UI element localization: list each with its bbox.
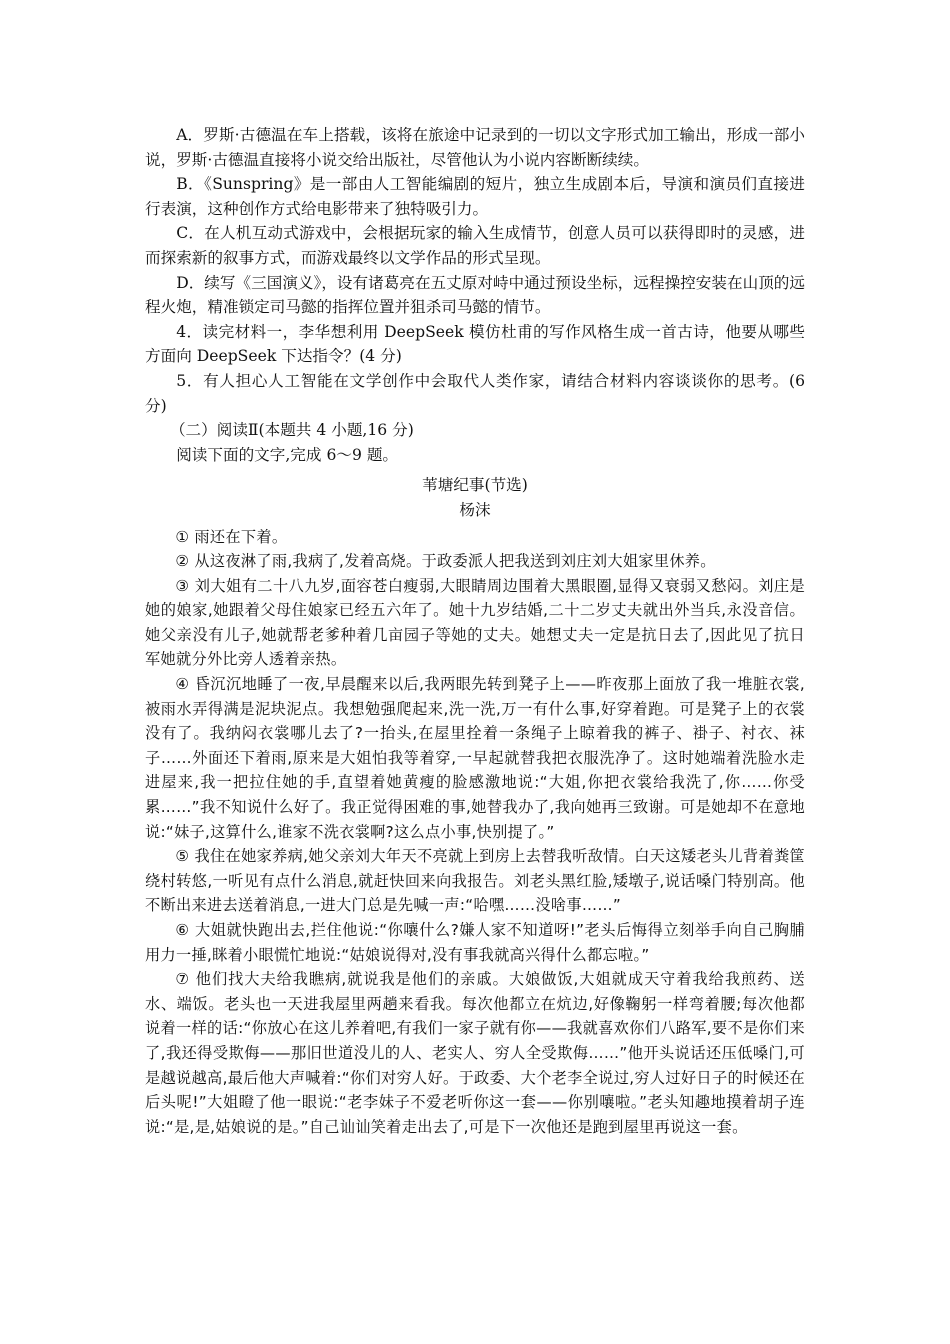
- story-paragraph-5: ⑤ 我住在她家养病,她父亲刘大年天不亮就上到房上去替我听敌情。白天这矮老头儿背着粪筐绕村转悠,一听见有点什么消息,就赶快回来向我报告。刘老头黑红脸,矮墩子,说话嗓门特别高。他不断出来进去送着消息,一进大门总是先喊一声:“哈嘿……没啥事……”: [145, 847, 805, 915]
- story-passage: [145, 473, 805, 1139]
- story-title: 苇塘纪事(节选): [422, 476, 528, 495]
- option-c: C．在人机互动式游戏中，会根据玩家的输入生成情节，创意人员可以获得即时的灵感，进而探索新的叙事方式，而游戏最终以文学作品的形式呈现。: [145, 224, 805, 267]
- story-author: 杨沫: [459, 500, 491, 519]
- document-page: [145, 123, 805, 1139]
- story-paragraph-2: ② 从这夜淋了雨,我病了,发着高烧。于政委派人把我送到刘庄刘大姐家里休养。: [175, 552, 716, 571]
- question-4: 4．读完材料一，李华想利用 DeepSeek 模仿杜甫的写作风格生成一首古诗，他要从哪些方面向 DeepSeek 下达指令？(4 分): [145, 322, 805, 366]
- story-paragraph-4: ④ 昏沉沉地睡了一夜,早晨醒来以后,我两眼先转到凳子上——昨夜那上面放了我一堆脏衣裳,被雨水弄得满是泥块泥点。我想勉强爬起来,洗一洗,万一有什么事,好穿着跑。可是凳子上的衣裳没有了。我纳闷衣裳哪儿去了?一抬头,在屋里拴着一条绳子上晾着我的裤子、褂子、衬衣、袜子……外面还下着雨,原来是大姐怕我等着穿,一早起就替我把衣服洗净了。这时她端着洗脸水走进屋来,我一把拉住她的手,直望着她黄瘦的脸感激地说:“大姐,你把衣裳给我洗了,你……你受累……”我不知说什么好了。我正觉得困难的事,她替我办了,我向她再三致谢。可是她却不在意地说:“妹子,这算什么,谁家不洗衣裳啊?这么点小事,快别提了。”: [145, 675, 805, 841]
- option-d: D．续写《三国演义》，设有诸葛亮在五丈原对峙中通过预设坐标，远程操控安装在山顶的远程火炮，精准锁定司马懿的指挥位置并狙杀司马懿的情节。: [145, 273, 805, 317]
- story-paragraph-6: ⑥ 大姐就快跑出去,拦住他说:“你嚷什么?嫌人家不知道呀!”老头后悔得立刻举手向自己胸脯用力一捶,眯着小眼慌忙地说:“姑娘说得对,没有事我就高兴得什么都忘啦。”: [145, 921, 805, 964]
- option-a: A．罗斯·古德温在车上搭载，该将在旅途中记录到的一切以文字形式加工输出，形成一部小说，罗斯·古德温直接将小说交给出版社，尽管他认为小说内容断断续续。: [145, 126, 805, 169]
- story-paragraph-1: ① 雨还在下着。: [175, 527, 288, 546]
- story-paragraph-7: ⑦ 他们找大夫给我瞧病,就说我是他们的亲戚。大娘做饭,大姐就成天守着我给我煎药、送水、端饭。老头也一天进我屋里两趟来看我。每次他都立在炕边,好像鞠躬一样弯着腰;每次他都说着一样的话:“你放心在这儿养着吧,有我们一家子就有你——我就喜欢你们八路军,要不是你们来了,我还得受欺侮——那旧世道没儿的人、老实人、穷人全受欺侮……”他开头说话还压低嗓门,可是越说越高,最后他大声喊着:“你们对穷人好。于政委、大个老李全说过,穷人过好日子的时候还在后头呢!”大姐瞪了他一眼说:“老李妹子不爱老听你这一套——你别嚷啦。”老头知趣地摸着胡子连说:“是,是,姑娘说的是。”自己讪讪笑着走出去了,可是下一次他还是跑到屋里再说这一套。: [145, 970, 805, 1136]
- question-5: 5．有人担心人工智能在文学创作中会取代人类作家，请结合材料内容谈谈你的思考。(6 分): [145, 371, 805, 415]
- reading-instruction: 阅读下面的文字,完成 6～9 题。: [176, 445, 399, 464]
- story-paragraph-3: ③ 刘大姐有二十八九岁,面容苍白瘦弱,大眼睛周边围着大黑眼圈,显得又衰弱又愁闷。刘庄是她的娘家,她跟着父母住娘家已经五六年了。她十九岁结婚,二十二岁丈夫就出外当兵,永没音信。她父亲没有儿子,她就帮老爹种着几亩园子等她的丈夫。她想丈夫一定是抗日去了,因此见了抗日军她就分外比旁人透着亲热。: [145, 576, 805, 669]
- option-b: B．《Sunspring》是一部由人工智能编剧的短片，独立生成剧本后，导演和演员们直接进行表演，这种创作方式给电影带来了独特吸引力。: [145, 175, 805, 218]
- section-header: （二）阅读Ⅱ(本题共 4 小题,16 分): [169, 421, 414, 440]
